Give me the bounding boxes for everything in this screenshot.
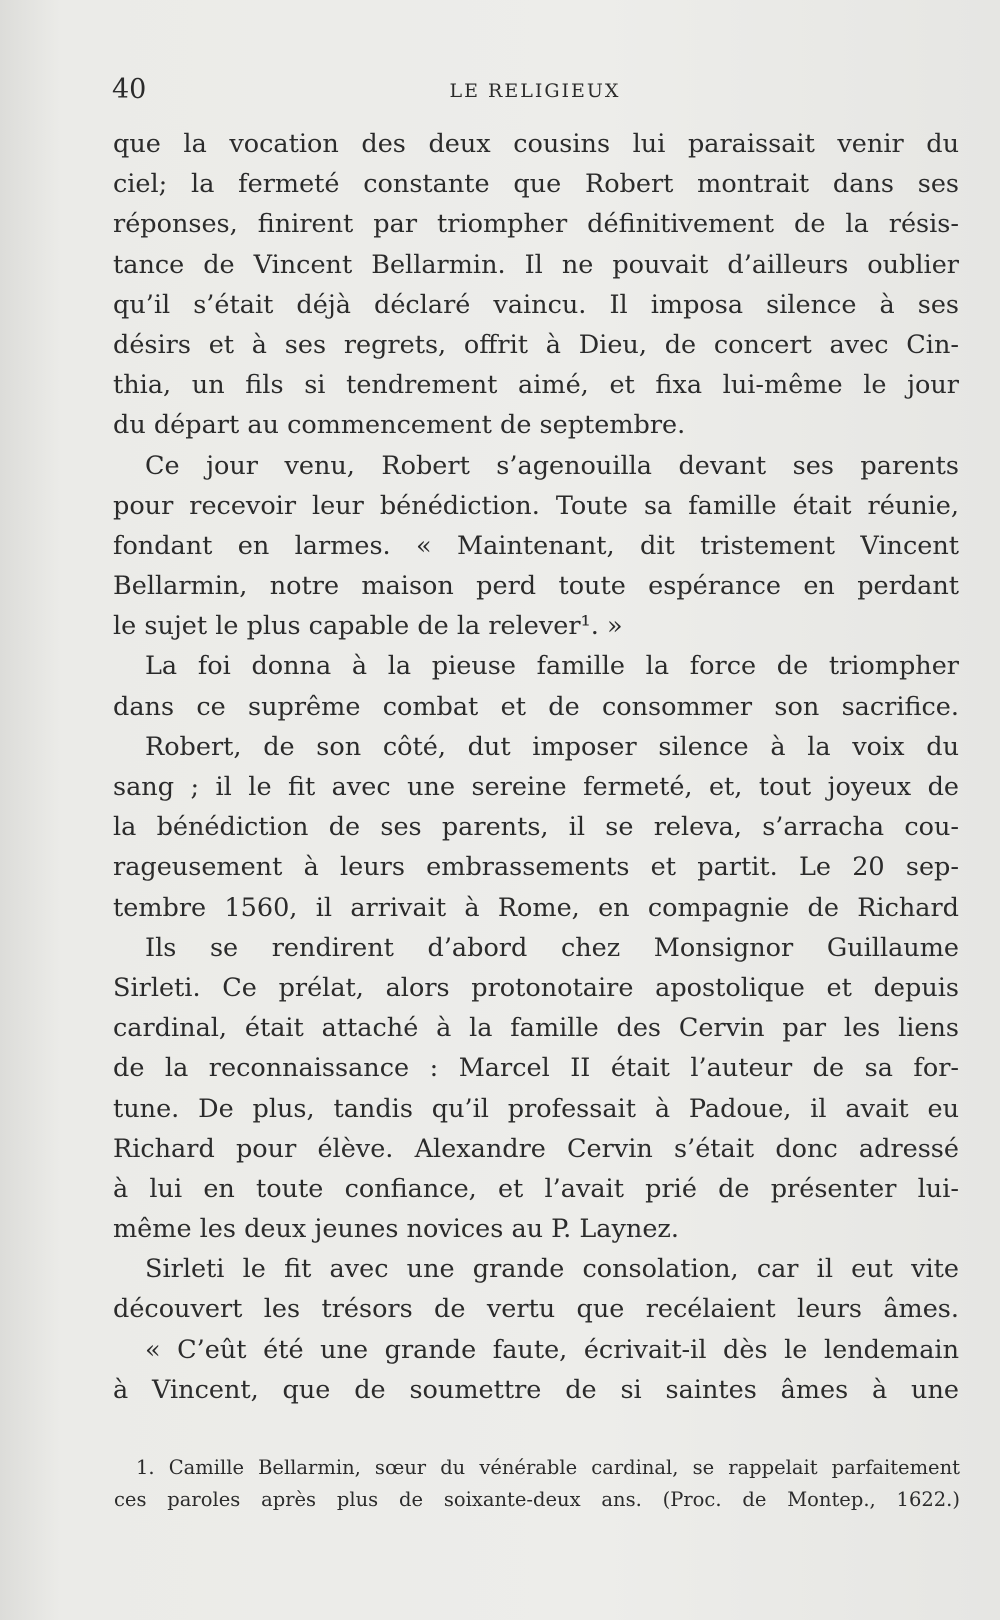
text-line: désirs et à ses regrets, offrit à Dieu, de concert avec Cin- <box>113 329 959 360</box>
text-line: fondant en larmes. « Maintenant, dit tristement Vincent <box>113 530 959 561</box>
running-title: LE RELIGIEUX <box>449 80 621 102</box>
text-line: découvert les trésors de vertu que recélaient leurs âmes. <box>113 1294 959 1325</box>
text-line: dans ce suprême combat et de consommer son sacrifice. <box>113 691 959 722</box>
page-header <box>112 74 958 114</box>
text-line: de la reconnaissance : Marcel II était l’auteur de sa for- <box>113 1053 959 1084</box>
text-line: réponses, finirent par triompher définitivement de la résis- <box>113 209 959 240</box>
text-line: tune. De plus, tandis qu’il professait à Padoue, il avait eu <box>113 1093 959 1124</box>
text-line: Richard pour élève. Alexandre Cervin s’était donc adressé <box>113 1133 959 1164</box>
footnote <box>114 1452 960 1516</box>
text-line: que la vocation des deux cousins lui paraissait venir du <box>113 129 959 159</box>
text-line: Sirleti. Ce prélat, alors protonotaire apostolique et depuis <box>113 972 959 1003</box>
text-line: à lui en toute confiance, et l’avait prié de présenter lui- <box>113 1173 959 1204</box>
text-line: La foi donna à la pieuse famille la force de triompher <box>145 651 959 682</box>
text-line: Sirleti le fit avec une grande consolation, car il eut vite <box>145 1254 959 1285</box>
text-line: du départ au commencement de septembre. <box>113 410 686 441</box>
text-line: sang ; il le fit avec une sereine fermeté, et, tout joyeux de <box>113 772 959 802</box>
footnote-line: 1. Camille Bellarmin, sœur du vénérable cardinal, se rappelait parfaitement <box>136 1456 960 1479</box>
text-line: le sujet le plus capable de la relever¹. » <box>113 611 623 642</box>
text-line: tembre 1560, il arrivait à Rome, en compagnie de Richard <box>113 892 959 923</box>
text-line: Bellarmin, notre maison perd toute espérance en perdant <box>113 571 959 602</box>
text-line: « C’eût été une grande faute, écrivait-il dès le lendemain <box>145 1334 959 1365</box>
text-line: tance de Vincent Bellarmin. Il ne pouvait d’ailleurs oublier <box>113 249 959 280</box>
text-line: rageusement à leurs embrassements et partit. Le 20 sep- <box>113 852 959 883</box>
text-line: pour recevoir leur bénédiction. Toute sa famille était réunie, <box>113 490 959 521</box>
text-line: même les deux jeunes novices au P. Laynez. <box>113 1214 679 1245</box>
text-line: la bénédiction de ses parents, il se releva, s’arracha cou- <box>113 812 959 843</box>
text-line: qu’il s’était déjà déclaré vaincu. Il imposa silence à ses <box>113 289 959 320</box>
text-line: Ce jour venu, Robert s’agenouilla devant ses parents <box>145 450 959 481</box>
text-line: Robert, de son côté, dut imposer silence à la voix du <box>145 731 959 762</box>
text-line: Ils se rendirent d’abord chez Monsignor Guillaume <box>145 932 959 963</box>
text-line: à Vincent, que de soumettre de si saintes âmes à une <box>113 1374 959 1405</box>
text-line: thia, un fils si tendrement aimé, et fixa lui-même le jour <box>113 370 959 401</box>
text-line: ciel; la fermeté constante que Robert montrait dans ses <box>113 169 959 200</box>
footnote-line: ces paroles après plus de soixante-deux ans. (Proc. de Montep., 1622.) <box>114 1488 960 1511</box>
page-number: 40 <box>112 74 147 105</box>
body-text <box>113 124 959 1410</box>
text-line: cardinal, était attaché à la famille des Cervin par les liens <box>113 1013 959 1044</box>
